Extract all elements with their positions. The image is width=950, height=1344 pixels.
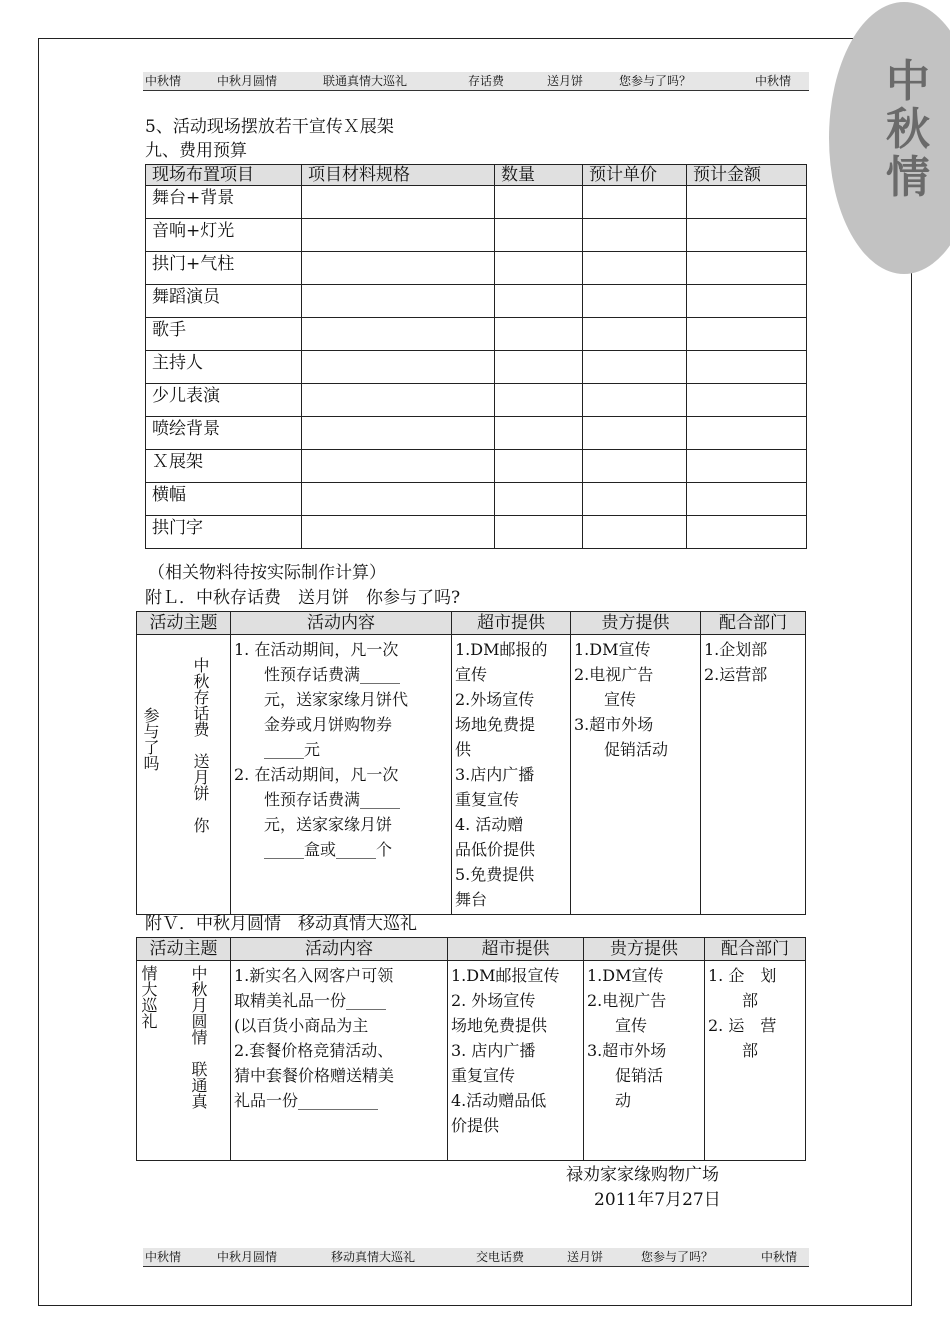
theme-text-col2: 中秋存话费 送月饼 你 — [191, 657, 210, 833]
budget-table — [145, 164, 807, 549]
partner-line: 1.DM宣传 — [574, 640, 651, 659]
appendix-l-content — [231, 635, 452, 915]
budget-item: 拱门+气柱 — [146, 252, 302, 285]
theme-text-col1: 情大巡礼 — [139, 965, 158, 1029]
table-row — [146, 483, 807, 516]
budget-heading: 九、费用预算 — [145, 141, 247, 161]
department-line: 1. 企 划 — [708, 966, 777, 985]
partner-line: 宣传 — [604, 690, 637, 709]
budget-col-header: 数量 — [495, 165, 583, 186]
supermarket-line: 宣传 — [455, 665, 488, 684]
department-line: 2.运营部 — [704, 665, 768, 684]
budget-col-header: 预计金额 — [687, 165, 807, 186]
appendix-v-heading: 附Ｖ．中秋月圆情 移动真情大巡礼 — [145, 914, 417, 934]
appendix-v-col-header: 超市提供 — [448, 938, 584, 961]
appendix-v-col-header: 配合部门 — [705, 938, 806, 961]
budget-item: 拱门字 — [146, 516, 302, 549]
appendix-v-partner — [584, 961, 705, 1161]
header-banner-item: 中秋情 — [755, 74, 792, 88]
table-row — [146, 285, 807, 318]
signature-org: 禄劝家家缘购物广场 — [566, 1165, 719, 1185]
appendix-v-col-header: 活动内容 — [231, 938, 448, 961]
budget-item: Ｘ展架 — [146, 450, 302, 483]
appendix-l-partner — [571, 635, 701, 915]
content-line: 性预存话费满_____ — [264, 790, 401, 809]
table-row — [146, 186, 807, 219]
supermarket-line: 2.外场宣传 — [455, 690, 535, 709]
footer-banner-item: 中秋情 — [145, 1250, 182, 1264]
appendix-l-col-header: 活动内容 — [231, 612, 452, 635]
header-banner-item: 送月饼 — [547, 74, 584, 88]
appendix-l-table — [136, 611, 806, 915]
budget-item: 横幅 — [146, 483, 302, 516]
content-line: _____元 — [264, 740, 321, 759]
content-line: 2. 在活动期间，凡一次 — [234, 765, 399, 784]
appendix-v-col-header: 活动主题 — [137, 938, 231, 961]
supermarket-line: 场地免费提 — [455, 715, 536, 734]
appendix-l-col-header: 配合部门 — [701, 612, 806, 635]
supermarket-line: 3.店内广播 — [455, 765, 535, 784]
partner-line: 宣传 — [615, 1016, 648, 1035]
appendix-v-col-header: 贵方提供 — [584, 938, 705, 961]
content-line: 1. 在活动期间，凡一次 — [234, 640, 399, 659]
theme-text-col1: 参与了吗 — [141, 707, 160, 771]
appendix-l-col-header: 超市提供 — [452, 612, 571, 635]
supermarket-line: 1.DM邮报的 — [455, 640, 548, 659]
department-line: 1.企划部 — [704, 640, 768, 659]
header-banner-item: 中秋月圆情 — [217, 74, 278, 88]
budget-item: 歌手 — [146, 318, 302, 351]
partner-line: 1.DM宣传 — [587, 966, 664, 985]
header-banner-item: 联通真情大巡礼 — [323, 74, 408, 88]
table-row — [146, 417, 807, 450]
supermarket-line: 场地免费提供 — [451, 1016, 548, 1035]
appendix-v-theme — [137, 961, 231, 1161]
supermarket-line: 品低价提供 — [455, 840, 536, 859]
supermarket-line: 1.DM邮报宣传 — [451, 966, 560, 985]
appendix-v-table — [136, 937, 806, 1161]
table-row — [137, 635, 806, 915]
budget-item: 舞台+背景 — [146, 186, 302, 219]
appendix-l-col-header: 活动主题 — [137, 612, 231, 635]
footer-banner-item: 中秋情 — [761, 1250, 798, 1264]
content-line: 2.套餐价格竞猜活动、 — [234, 1041, 394, 1060]
supermarket-line: 4.活动赠品低 — [451, 1091, 547, 1110]
content-line: 元，送家家缘月饼代 — [264, 690, 409, 709]
budget-col-header: 现场布置项目 — [146, 165, 302, 186]
table-row — [146, 318, 807, 351]
partner-line: 3.超市外场 — [587, 1041, 667, 1060]
table-row — [146, 384, 807, 417]
appendix-l-departments — [701, 635, 806, 915]
supermarket-line: 重复宣传 — [451, 1066, 516, 1085]
budget-note: （相关物料待按实际制作计算） — [148, 563, 386, 583]
supermarket-line: 3. 店内广播 — [451, 1041, 536, 1060]
table-row — [146, 219, 807, 252]
footer-banner-item: 送月饼 — [567, 1250, 604, 1264]
header-banner-item: 您参与了吗？ — [619, 74, 692, 88]
table-row — [146, 516, 807, 549]
footer-banner-item: 移动真情大巡礼 — [331, 1250, 416, 1264]
department-line: 部 — [742, 1041, 759, 1060]
budget-item: 主持人 — [146, 351, 302, 384]
header-banner-item: 存话费 — [468, 74, 505, 88]
partner-line: 动 — [615, 1091, 632, 1110]
footer-banner-item: 交电话费 — [476, 1250, 525, 1264]
budget-item: 喷绘背景 — [146, 417, 302, 450]
supermarket-line: 重复宣传 — [455, 790, 520, 809]
supermarket-line: 舞台 — [455, 890, 488, 909]
seal-text: 中秋情 — [886, 56, 930, 203]
supermarket-line: 价提供 — [451, 1116, 500, 1135]
partner-line: 2.电视广告 — [574, 665, 654, 684]
content-line: 礼品一份__________ — [234, 1091, 379, 1110]
content-line: 1.新实名入网客户可领 — [234, 966, 394, 985]
appendix-l-theme — [137, 635, 231, 915]
content-line: 元，送家家缘月饼 — [264, 815, 393, 834]
appendix-v-departments — [705, 961, 806, 1161]
appendix-l-supermarket — [452, 635, 571, 915]
partner-line: 促销活 — [615, 1066, 664, 1085]
supermarket-line: 4. 活动赠 — [455, 815, 524, 834]
content-line: 取精美礼品一份_____ — [234, 991, 387, 1010]
appendix-v-supermarket — [448, 961, 584, 1161]
footer-banner — [143, 1248, 809, 1267]
appendix-l-col-header: 贵方提供 — [571, 612, 701, 635]
intro-line: 5、活动现场摆放若干宣传Ｘ展架 — [145, 117, 394, 137]
budget-col-header: 预计单价 — [583, 165, 687, 186]
footer-banner-item: 您参与了吗？ — [641, 1250, 714, 1264]
footer-banner-item: 中秋月圆情 — [217, 1250, 278, 1264]
content-line: 金券或月饼购物券 — [264, 715, 393, 734]
supermarket-line: 供 — [455, 740, 472, 759]
header-banner — [143, 72, 809, 91]
partner-line: 促销活动 — [604, 740, 669, 759]
budget-item: 少儿表演 — [146, 384, 302, 417]
partner-line: 2.电视广告 — [587, 991, 667, 1010]
budget-item: 舞蹈演员 — [146, 285, 302, 318]
budget-item: 音响+灯光 — [146, 219, 302, 252]
supermarket-line: 5.免费提供 — [455, 865, 535, 884]
table-row — [146, 450, 807, 483]
header-banner-item: 中秋情 — [145, 74, 182, 88]
content-line: 性预存话费满_____ — [264, 665, 401, 684]
department-line: 部 — [742, 991, 759, 1010]
supermarket-line: 2. 外场宣传 — [451, 991, 536, 1010]
content-line: (以百货小商品为主 — [234, 1016, 369, 1035]
table-row — [146, 351, 807, 384]
content-line: 猜中套餐价格赠送精美 — [234, 1066, 395, 1085]
theme-text-col2: 中秋月圆情 联通真 — [189, 965, 208, 1109]
department-line: 2. 运 营 — [708, 1016, 777, 1035]
appendix-l-heading: 附Ｌ．中秋存话费 送月饼 你参与了吗? — [145, 588, 461, 608]
signature-date: 2011年7月27日 — [594, 1190, 721, 1210]
table-row — [146, 252, 807, 285]
budget-col-header: 项目材料规格 — [302, 165, 495, 186]
appendix-v-content — [231, 961, 448, 1161]
table-row — [137, 961, 806, 1161]
content-line: _____盒或_____个 — [264, 840, 393, 859]
partner-line: 3.超市外场 — [574, 715, 654, 734]
